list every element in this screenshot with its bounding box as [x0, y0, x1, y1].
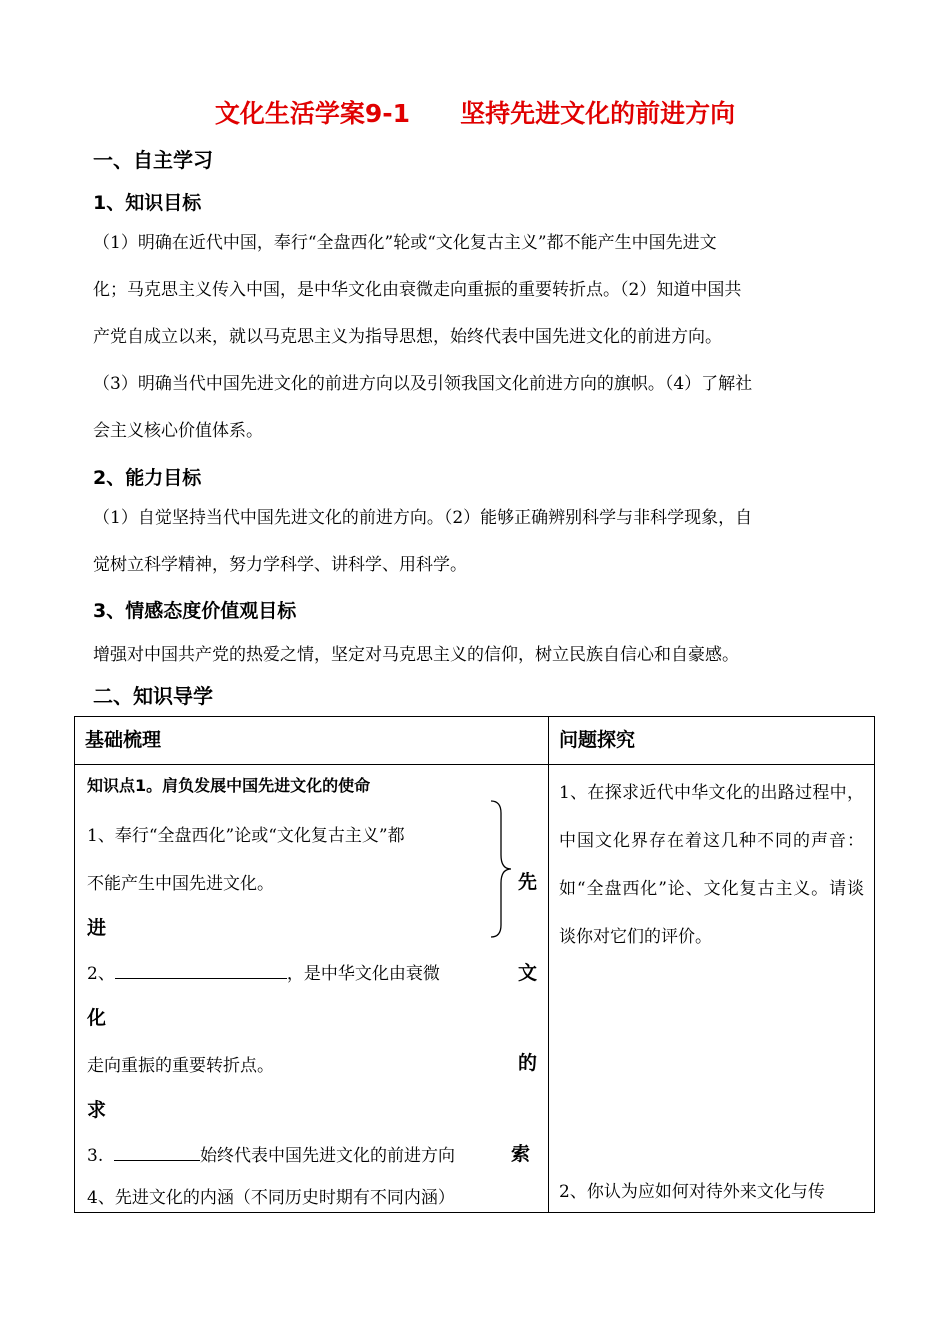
side-char: 进 — [87, 917, 107, 939]
item2-line: 2、 ，是中华文化由衰微 — [87, 964, 440, 984]
knowledge-goals-line: （3）明确当代中国先进文化的前进方向以及引领我国文化前进方向的旗帜。（4）了解社 — [93, 374, 753, 394]
fill-blank[interactable] — [114, 1146, 200, 1161]
question-1: 1、在探求近代中华文化的出路过程中，中国文化界存在着这几种不同的声音：如“全盘西化”论、文化复古主义。请谈谈你对它们的评价。 — [559, 783, 864, 947]
heading-knowledge-goals: 1、知识目标 — [93, 192, 202, 214]
inquiry-cell — [549, 765, 875, 1213]
ability-goals-line: 觉树立科学精神，努力学科学、讲科学、用科学。 — [93, 555, 467, 575]
curly-brace-icon — [489, 799, 513, 939]
knowledge-goals-line: 产党自成立以来，就以马克思主义为指导思想，始终代表中国先进文化的前进方向。 — [93, 327, 722, 347]
item2-continuation: 走向重振的重要转折点。 — [87, 1056, 274, 1076]
side-char: 的 — [518, 1052, 538, 1074]
attitude-goals-text: 增强对中国共产党的热爱之情，坚定对马克思主义的信仰，树立民族自信心和自豪感。 — [93, 645, 739, 665]
side-char: 文 — [518, 962, 538, 984]
knowledge-goals-line: 化；马克思主义传入中国，是中华文化由衰微走向重振的重要转折点。（2）知道中国共 — [93, 280, 742, 300]
knowledge-table — [74, 716, 875, 1213]
heading-attitude-goals: 3、情感态度价值观目标 — [93, 600, 297, 622]
basics-cell — [75, 765, 549, 1213]
knowledge-goals-line: 会主义核心价值体系。 — [93, 421, 263, 441]
section-heading-self-study: 一、自主学习 — [93, 148, 213, 172]
side-char: 索 — [511, 1143, 531, 1165]
fill-blank[interactable] — [115, 964, 287, 979]
heading-ability-goals: 2、能力目标 — [93, 467, 202, 489]
question-2: 2、你认为应如何对待外来文化与传 — [559, 1182, 825, 1202]
ability-goals-text — [93, 495, 863, 589]
table-header-inquiry: 问题探究 — [549, 717, 875, 765]
side-char: 先 — [518, 871, 538, 893]
side-char: 化 — [87, 1007, 107, 1029]
knowledge-point-title: 知识点1。肩负发展中国先进文化的使命 — [87, 776, 371, 795]
section-heading-knowledge-guide: 二、知识导学 — [93, 684, 213, 708]
table-header-basics: 基础梳理 — [75, 717, 549, 765]
knowledge-goals-text — [93, 220, 863, 455]
item1-line2: 不能产生中国先进文化。 — [87, 874, 274, 894]
knowledge-goals-line: （1）明确在近代中国，奉行“全盘西化”轮或“文化复古主义”都不能产生中国先进文 — [93, 233, 717, 253]
side-char: 求 — [87, 1099, 107, 1121]
page-title: 文化生活学案9-1 坚持先进文化的前进方向 — [214, 99, 736, 128]
item4-line: 4、先进文化的内涵（不同历史时期有不同内涵） — [87, 1188, 455, 1208]
item1-line1: 1、奉行“全盘西化”论或“文化复古主义”都 — [87, 826, 405, 846]
ability-goals-line: （1）自觉坚持当代中国先进文化的前进方向。（2）能够正确辨别科学与非科学现象，自 — [93, 508, 753, 528]
item3-line: 3. 始终代表中国先进文化的前进方向 — [87, 1146, 456, 1166]
